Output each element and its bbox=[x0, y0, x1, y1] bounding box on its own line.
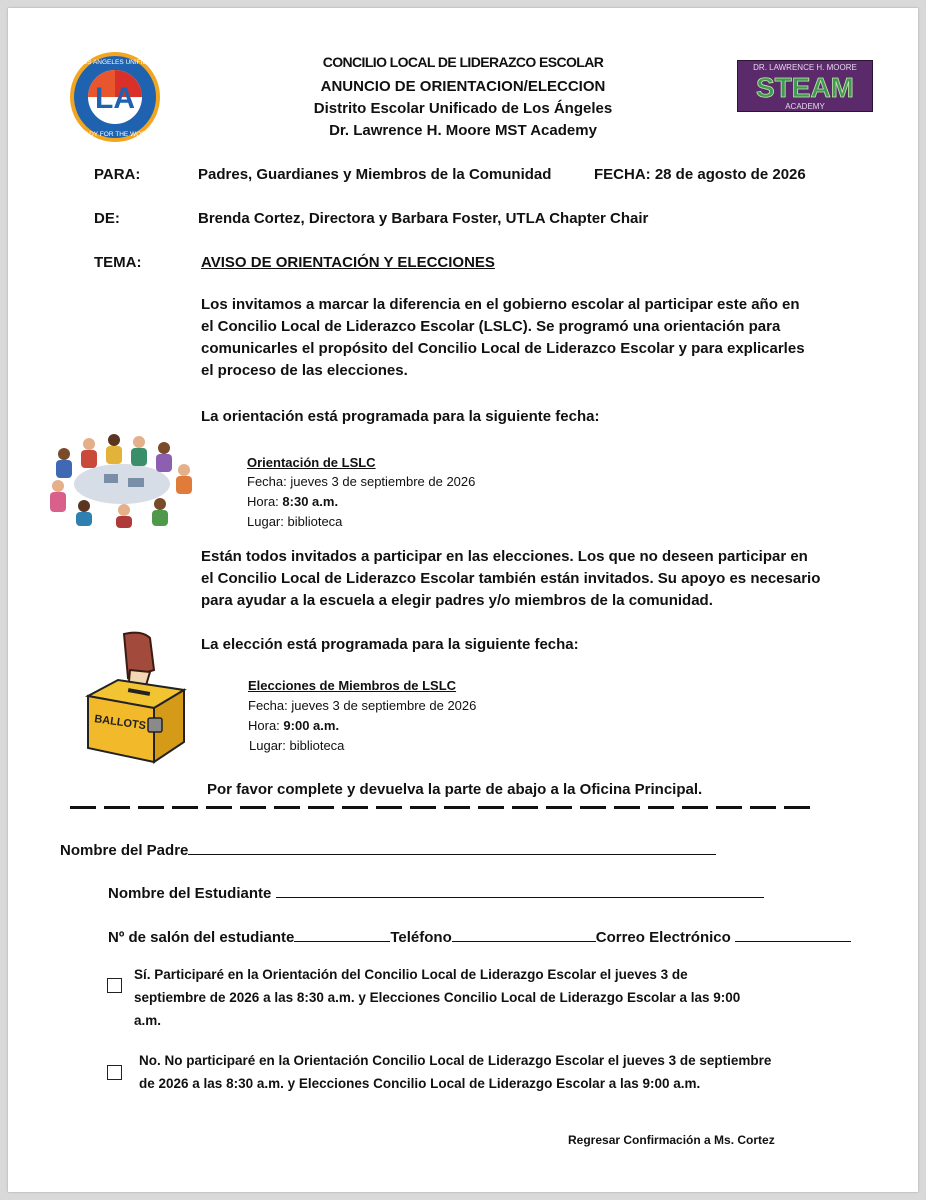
de-label: DE: bbox=[94, 210, 120, 227]
orientation-time-label: Hora: bbox=[247, 494, 283, 509]
parent-name-label: Nombre del Padre bbox=[60, 842, 189, 859]
svg-text:LA: LA bbox=[95, 82, 135, 115]
election-time-label: Hora: bbox=[248, 718, 284, 733]
intro-line: comunicarles el propósito del Concilio Local de Liderazco Escolar y para explicarles bbox=[201, 340, 805, 357]
invite-line: el Concilio Local de Liderazco Escolar también están invitados. Su apoyo es necesario bbox=[201, 570, 821, 587]
invite-line: Están todos invitados a participar en las elecciones. Los que no deseen participar en bbox=[201, 548, 808, 565]
attend-no-checkbox[interactable] bbox=[107, 1065, 122, 1080]
intro-paragraph bbox=[201, 294, 841, 382]
election-date: Fecha: jueves 3 de septiembre de 2026 bbox=[248, 698, 477, 713]
phone-field[interactable] bbox=[452, 927, 596, 942]
tema-value: AVISO DE ORIENTACIÓN Y ELECCIONES bbox=[201, 254, 495, 271]
para-label: PARA: bbox=[94, 166, 141, 183]
district-name: Distrito Escolar Unificado de Los Ángeles bbox=[313, 100, 613, 117]
de-value: Brenda Cortez, Directora y Barbara Foster, UTLA Chapter Chair bbox=[198, 210, 649, 227]
footer-note: Regresar Confirmación a Ms. Cortez bbox=[568, 1133, 775, 1147]
lausd-ring-top: LOS ANGELES UNIFIED bbox=[78, 59, 152, 66]
meeting-illustration bbox=[44, 432, 196, 528]
invite-paragraph bbox=[201, 546, 841, 612]
room-field[interactable] bbox=[294, 927, 390, 942]
attend-yes-checkbox[interactable] bbox=[107, 978, 122, 993]
announcement-title: ANUNCIO DE ORIENTACION/ELECCION bbox=[320, 78, 606, 95]
steam-logo-top: DR. LAWRENCE H. MOORE bbox=[753, 63, 857, 72]
parent-name-row bbox=[60, 840, 716, 859]
attend-yes-line: septiembre de 2026 a las 8:30 a.m. y Elecciones Concilio Local de Liderazgo Escolar a las 9:00 bbox=[134, 990, 741, 1005]
election-intro: La elección está programada para la siguiente fecha: bbox=[201, 636, 579, 653]
memo-date: FECHA: 28 de agosto de 2026 bbox=[594, 166, 806, 183]
steam-logo-bottom: ACADEMY bbox=[785, 102, 825, 111]
orientation-time: 8:30 a.m. bbox=[282, 494, 339, 509]
orientation-time-row bbox=[247, 494, 338, 509]
contact-row bbox=[108, 927, 851, 946]
attend-no-text bbox=[139, 1049, 771, 1095]
election-title: Elecciones de Miembros de LSLC bbox=[248, 678, 457, 693]
invite-line: para ayudar a la escuela a elegir padres y/o miembros de la comunidad. bbox=[201, 592, 713, 609]
ballot-box-illustration bbox=[84, 630, 188, 766]
email-field[interactable] bbox=[735, 927, 851, 942]
para-value: Padres, Guardianes y Miembros de la Comunidad bbox=[198, 166, 552, 183]
orientation-intro: La orientación está programada para la siguiente fecha: bbox=[201, 408, 600, 425]
election-place: Lugar: biblioteca bbox=[249, 738, 345, 753]
email-label: Correo Electrónico bbox=[595, 929, 731, 946]
intro-line: el Concilio Local de Liderazco Escolar (LSLC). Se programó una orientación para bbox=[201, 318, 781, 335]
election-time: 9:00 a.m. bbox=[283, 718, 340, 733]
lausd-ring-bottom: READY FOR THE WORLD bbox=[75, 131, 155, 138]
attend-yes-line: Sí. Participaré en la Orientación del Concilio Local de Liderazgo Escolar el jueves 3 de bbox=[134, 967, 688, 982]
orientation-title: Orientación de LSLC bbox=[247, 455, 376, 470]
attend-no-line: No. No participaré en la Orientación Concilio Local de Liderazgo Escolar el jueves 3 de septiembre bbox=[139, 1053, 772, 1068]
attend-yes-line: a.m. bbox=[134, 1013, 162, 1028]
steam-logo-main: STEAM bbox=[756, 72, 854, 103]
attend-no-line: de 2026 a las 8:30 a.m. y Elecciones Concilio Local de Liderazgo Escolar a las 9:00 a.m. bbox=[139, 1076, 701, 1091]
student-name-field[interactable] bbox=[276, 883, 764, 898]
parent-name-field[interactable] bbox=[188, 840, 716, 855]
ballots-label: BALLOTS bbox=[93, 713, 147, 733]
attend-yes-text bbox=[134, 963, 740, 1032]
phone-label: Teléfono bbox=[390, 929, 452, 946]
council-title: CONCILIO LOCAL DE LIDERAZCO ESCOLAR bbox=[322, 54, 604, 70]
student-name-row bbox=[108, 883, 764, 902]
orientation-date: Fecha: jueves 3 de septiembre de 2026 bbox=[247, 474, 476, 489]
return-instruction: Por favor complete y devuelva la parte de abajo a la Oficina Principal. bbox=[207, 781, 703, 798]
intro-line: Los invitamos a marcar la diferencia en el gobierno escolar al participar este año en bbox=[201, 296, 800, 313]
tema-label: TEMA: bbox=[94, 254, 142, 271]
election-time-row bbox=[248, 718, 339, 733]
room-label: Nº de salón del estudiante bbox=[108, 929, 295, 946]
intro-line: el proceso de las elecciones. bbox=[201, 362, 408, 379]
student-name-label: Nombre del Estudiante bbox=[108, 885, 272, 902]
school-name: Dr. Lawrence H. Moore MST Academy bbox=[329, 122, 597, 139]
orientation-place: Lugar: biblioteca bbox=[247, 514, 343, 529]
